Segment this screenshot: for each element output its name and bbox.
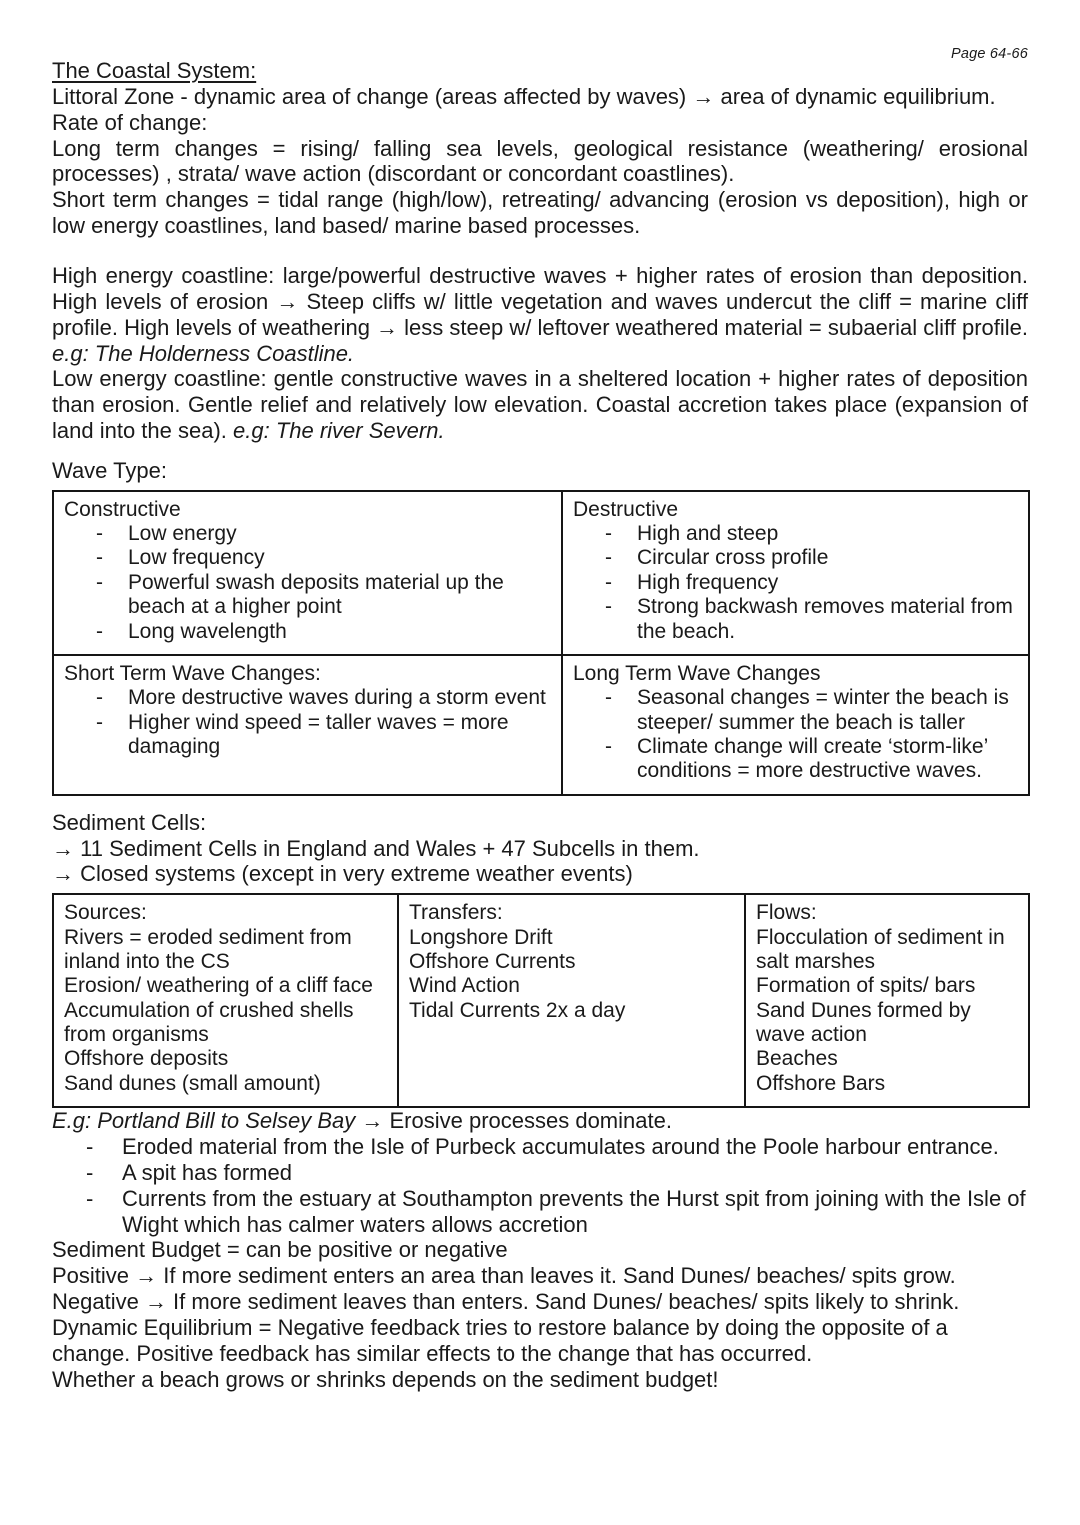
high-energy-text: High energy coastline: large/powerful destructive waves + higher rates of erosion than deposition. High levels of erosion → Steep cliffs w/ little vegetation and waves undercut the cliff = marine cliff profile. High levels of weathering → less steep w/ leftover weathered material = subaerial cliff profile. <box>52 263 1029 340</box>
list-item: - Low energy <box>90 522 551 546</box>
list-item: Offshore deposits <box>64 1047 229 1071</box>
cell-constructive <box>53 491 562 655</box>
wave-type-table <box>52 490 1030 796</box>
sediment-budget-line: Dynamic Equilibrium = Negative feedback tries to restore balance by doing the opposite of a change. Positive feedback has similar effects to the change that has occurred. <box>52 1314 948 1366</box>
cell-destructive <box>562 491 1029 655</box>
destructive-list <box>573 522 1018 644</box>
sediment-cells-bullet: → Closed systems (except in very extreme weather events) <box>52 861 633 887</box>
sediment-cells-table <box>52 893 1030 1108</box>
list-item: Sand Dunes formed by wave action <box>756 998 971 1047</box>
paragraph-low-energy-coastline <box>52 366 1028 444</box>
flows-list <box>756 901 1018 1096</box>
cell-heading: Destructive <box>573 497 679 521</box>
list-item: - Low frequency <box>90 546 551 570</box>
paragraph-long-term-changes: Long term changes = rising/ falling sea levels, geological resistance (weathering/ erosional processes) , strata/ wave action (discordant or concordant coastlines). <box>52 135 1028 187</box>
list-item: - More destructive waves during a storm event <box>90 686 551 710</box>
sediment-budget-line: Negative → If more sediment leaves than enters. Sand Dunes/ beaches/ spits likely to shrink. <box>52 1289 960 1315</box>
cell-flows <box>745 894 1029 1107</box>
paragraph-littoral-zone: Littoral Zone - dynamic area of change (areas affected by waves) → area of dynamic equilibrium. <box>52 83 996 109</box>
cell-transfers <box>398 894 745 1107</box>
constructive-list <box>64 522 551 644</box>
spacer <box>52 796 1028 810</box>
list-item: - A spit has formed <box>76 1160 1028 1186</box>
sediment-cells-label: Sediment Cells: <box>52 809 207 835</box>
list-item: Longshore Drift <box>409 925 553 949</box>
cell-heading: Long Term Wave Changes <box>573 661 821 685</box>
cell-heading: Flows: <box>756 901 817 925</box>
sources-list <box>64 901 387 1096</box>
sediment-budget-line: Whether a beach grows or shrinks depends on the sediment budget! <box>52 1366 719 1392</box>
high-energy-example: e.g: The Holderness Coastline. <box>52 340 355 366</box>
table-row <box>53 894 1029 1107</box>
long-term-list <box>573 686 1018 783</box>
list-item: - Seasonal changes = winter the beach is steeper/ summer the beach is taller <box>599 686 1018 735</box>
cell-heading: Sources: <box>64 901 147 925</box>
sediment-cells-bullet: → 11 Sediment Cells in England and Wales + 47 Subcells in them. <box>52 835 700 861</box>
list-item: - Long wavelength <box>90 620 551 644</box>
low-energy-example: e.g: The river Severn. <box>233 418 445 444</box>
list-item: - Circular cross profile <box>599 546 1018 570</box>
list-item: Beaches <box>756 1047 838 1071</box>
sediment-budget-line: Positive → If more sediment enters an area than leaves it. Sand Dunes/ beaches/ spits grow. <box>52 1263 956 1289</box>
list-item: - Climate change will create ‘storm-like’ conditions = more destructive waves. <box>599 735 1018 784</box>
table-row <box>53 655 1029 795</box>
wave-type-label: Wave Type: <box>52 457 167 483</box>
paragraph-high-energy-coastline <box>52 263 1028 366</box>
cell-sources <box>53 894 398 1107</box>
page-title: The Coastal System: <box>52 58 257 83</box>
list-item: Offshore Currents <box>409 949 576 973</box>
list-item: Accumulation of crushed shells from organisms <box>64 998 354 1047</box>
low-energy-text: Low energy coastline: gentle constructive waves in a sheltered location + higher rates of deposition than erosion. Gentle relief and relatively low elevation. Coastal accretion takes place (expansion of land into the sea). <box>52 366 1028 444</box>
cell-long-term-wave-changes <box>562 655 1029 795</box>
list-item: Formation of spits/ bars <box>756 974 976 998</box>
list-item: Wind Action <box>409 974 520 998</box>
page-reference: Page 64-66 <box>951 46 1028 62</box>
example-note: → Erosive processes dominate. <box>355 1108 672 1134</box>
cell-heading: Constructive <box>64 497 181 521</box>
transfers-list <box>409 901 734 1023</box>
cell-heading: Transfers: <box>409 901 503 925</box>
list-item: - High frequency <box>599 571 1018 595</box>
example-location: E.g: Portland Bill to Selsey Bay <box>52 1108 356 1134</box>
list-item: Flocculation of sediment in salt marshes <box>756 925 1005 973</box>
paragraph-rate-of-change-label: Rate of change: <box>52 109 208 135</box>
sediment-budget-line: Sediment Budget = can be positive or negative <box>52 1237 508 1263</box>
list-item: - Eroded material from the Isle of Purbeck accumulates around the Poole harbour entrance. <box>76 1134 1028 1160</box>
cell-heading: Short Term Wave Changes: <box>64 661 321 685</box>
list-item: - Higher wind speed = taller waves = more damaging <box>90 711 551 760</box>
list-item: - High and steep <box>599 522 1018 546</box>
list-item: Erosion/ weathering of a cliff face <box>64 974 373 998</box>
paragraph-short-term-changes: Short term changes = tidal range (high/low), retreating/ advancing (erosion vs deposition), high or low energy coastlines, land based/ marine based processes. <box>52 187 1028 239</box>
list-item: Sand dunes (small amount) <box>64 1071 321 1095</box>
list-item: Offshore Bars <box>756 1071 886 1095</box>
example-heading <box>52 1108 1028 1134</box>
list-item: - Powerful swash deposits material up the beach at a higher point <box>90 571 551 620</box>
example-list <box>52 1134 1028 1237</box>
table-row <box>53 491 1029 655</box>
spacer <box>52 444 1028 458</box>
spacer <box>52 239 1028 263</box>
cell-short-term-wave-changes <box>53 655 562 795</box>
list-item: Rivers = eroded sediment from inland into the CS <box>64 925 352 973</box>
list-item: - Currents from the estuary at Southampton prevents the Hurst spit from joining with the Isle of Wight which has calmer waters allows accretion <box>76 1186 1028 1238</box>
list-item: Tidal Currents 2x a day <box>409 998 626 1022</box>
short-term-list <box>64 686 551 759</box>
list-item: - Strong backwash removes material from the beach. <box>599 595 1018 644</box>
